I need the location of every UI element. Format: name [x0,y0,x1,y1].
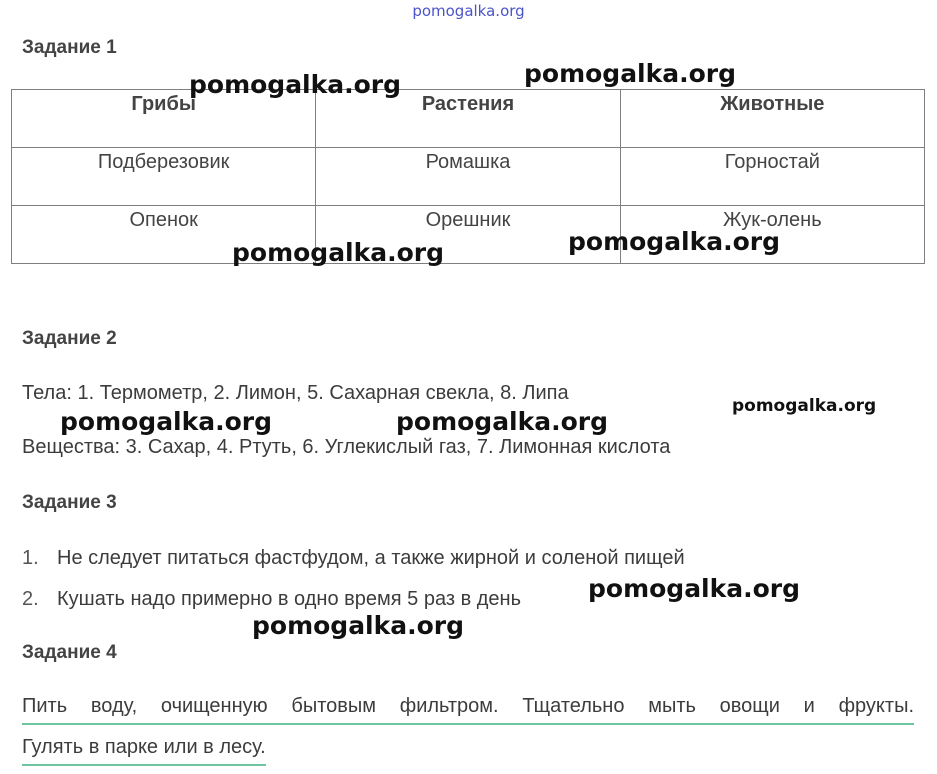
table-cell: Жук-олень [620,206,924,264]
table-cell: Горностай [620,148,924,206]
task4-line-2: Гулять в парке или в лесу. [22,731,266,766]
table-cell: Подберезовик [12,148,316,206]
task4-answer [22,690,914,772]
table-cell: Опенок [12,206,316,264]
task1-heading: Задание 1 [22,37,117,58]
column-header-fungi: Грибы [12,90,316,148]
watermark: pomogalka.org [524,59,737,88]
watermark: pomogalka.org [60,407,273,436]
table-row [12,206,925,264]
column-header-plants: Растения [316,90,620,148]
watermark: pomogalka.org [732,396,877,416]
substances-line: Вещества: 3. Сахар, 4. Ртуть, 6. Углекислый газ, 7. Лимонная кислота [22,436,671,458]
classification-table [11,89,925,264]
table-row [12,148,925,206]
list-item-text: Кушать надо примерно в одно время 5 раз в день [57,588,522,610]
watermark: pomogalka.org [252,611,465,640]
site-link[interactable]: pomogalka.org [412,2,525,20]
list-item [22,545,685,575]
column-header-animals: Животные [620,90,924,148]
task2-heading: Задание 2 [22,328,117,349]
table-cell: Ромашка [316,148,620,206]
list-item-number: 2. [22,588,39,610]
task3-heading: Задание 3 [22,492,117,513]
watermark: pomogalka.org [396,407,609,436]
bodies-line: Тела: 1. Термометр, 2. Лимон, 5. Сахарная свекла, 8. Липа [22,382,569,404]
table-header-row [12,90,925,148]
task4-heading: Задание 4 [22,642,117,663]
list-item-text: Не следует питаться фастфудом, а также жирной и соленой пищей [57,547,685,569]
table-cell: Орешник [316,206,620,264]
task4-line-1: Пить воду, очищенную бытовым фильтром. Тщательно мыть овощи и фрукты. [22,690,914,725]
list-item-number: 1. [22,547,39,569]
watermark: pomogalka.org [189,70,402,99]
watermark: pomogalka.org [588,574,801,603]
watermark: pomogalka.org [232,238,445,267]
watermark: pomogalka.org [568,227,781,256]
